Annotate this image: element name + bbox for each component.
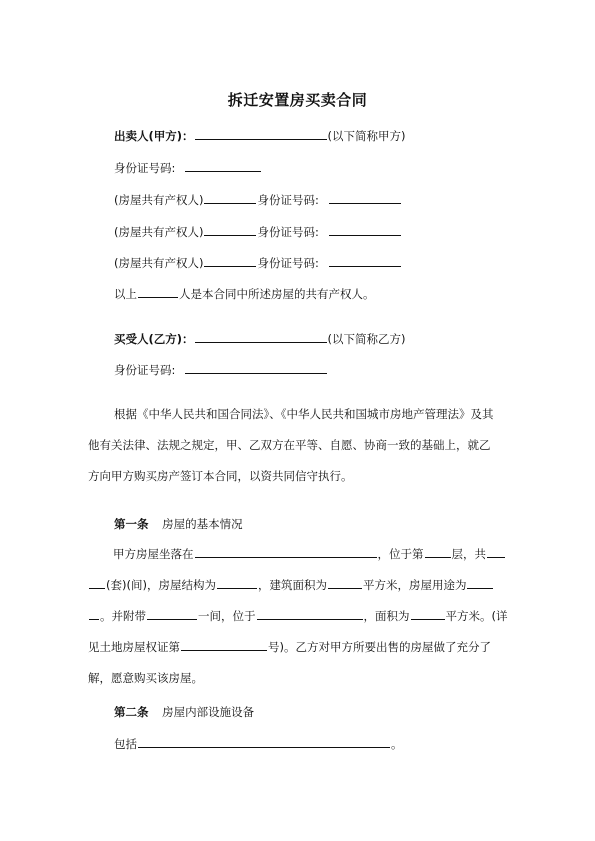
a2-text: 包括 bbox=[114, 737, 137, 751]
coowner-line bbox=[114, 223, 402, 240]
coowner-label: (房屋共有产权人) bbox=[114, 225, 204, 239]
a1-text: 见土地房屋权证第 bbox=[88, 640, 180, 654]
a1-text: (套)(间)，房屋结构为 bbox=[106, 578, 216, 592]
buyer-label: 买受人(乙方)： bbox=[114, 332, 194, 346]
area-blank[interactable] bbox=[328, 578, 362, 589]
a1-text: 。并附带 bbox=[100, 609, 146, 623]
article1-title: 房屋的基本情况 bbox=[162, 517, 243, 531]
seller-id-blank[interactable] bbox=[185, 159, 261, 172]
coowner-id-blank[interactable] bbox=[329, 223, 401, 236]
buyer-id-line bbox=[114, 361, 328, 378]
article1-body bbox=[88, 539, 508, 694]
a1-text: 甲方房屋坐落在 bbox=[113, 547, 194, 561]
article2-title: 房屋内部设施设备 bbox=[162, 705, 255, 719]
preamble-line-2: 他有关法律、法规之规定，甲、乙双方在平等、自愿、协商一致的基础上，就乙 bbox=[88, 438, 491, 452]
coowner-line bbox=[114, 191, 402, 208]
coowner-id-label: 身份证号码: bbox=[257, 193, 319, 207]
preamble-line-1: 根据《中华人民共和国合同法》、《中华人民共和国城市房地产管理法》及其 bbox=[114, 407, 494, 421]
buyer-name-blank[interactable] bbox=[195, 330, 327, 343]
a1-text: ，位于第 bbox=[377, 547, 424, 561]
article2-heading bbox=[114, 704, 254, 720]
article1-heading bbox=[114, 516, 243, 532]
facilities-blank[interactable] bbox=[138, 735, 390, 748]
coowner-name-blank[interactable] bbox=[204, 254, 256, 267]
coowner-line bbox=[114, 254, 402, 271]
coowner-name-blank[interactable] bbox=[204, 223, 256, 236]
coowner-summary bbox=[114, 285, 375, 302]
a1-text: ，面积为 bbox=[363, 609, 410, 623]
attached-area-blank[interactable] bbox=[411, 609, 445, 620]
floor-blank[interactable] bbox=[425, 547, 451, 558]
coowner-count-blank[interactable] bbox=[138, 285, 178, 298]
location-blank[interactable] bbox=[195, 547, 377, 558]
buyer-id-blank[interactable] bbox=[185, 361, 327, 374]
a1-text: 层，共 bbox=[451, 547, 486, 561]
a1-text: 号)。乙方对甲方所要出售的房屋做了充分了 bbox=[268, 640, 491, 654]
seller-note: (以下简称甲方) bbox=[327, 129, 406, 143]
coowner-id-blank[interactable] bbox=[329, 191, 401, 204]
document-title: 拆迁安置房买卖合同 bbox=[227, 91, 368, 109]
a1-text: 一间，位于 bbox=[198, 609, 256, 623]
total-floors-blank-a[interactable] bbox=[487, 547, 505, 558]
a1-text: 平方米。(详 bbox=[445, 609, 508, 623]
buyer-note: (以下简称乙方) bbox=[327, 332, 406, 346]
article1-number: 第一条 bbox=[114, 517, 149, 531]
a2-text: 。 bbox=[391, 737, 403, 751]
preamble-line-3: 方向甲方购买房产签订本合同，以资共同信守执行。 bbox=[88, 469, 353, 483]
summary-pre: 以上 bbox=[114, 287, 137, 301]
coowner-id-label: 身份证号码: bbox=[257, 256, 319, 270]
article2-body bbox=[114, 735, 403, 752]
seller-id-line bbox=[114, 159, 262, 176]
a1-text: 平方米，房屋用途为 bbox=[362, 578, 467, 592]
buyer-line bbox=[114, 330, 406, 347]
total-floors-blank-b[interactable] bbox=[89, 578, 105, 589]
structure-blank[interactable] bbox=[217, 578, 257, 589]
coowner-name-blank[interactable] bbox=[204, 191, 256, 204]
coowner-label: (房屋共有产权人) bbox=[114, 256, 204, 270]
buyer-id-label: 身份证号码: bbox=[114, 363, 176, 377]
usage-blank-b[interactable] bbox=[89, 609, 99, 620]
coowner-id-label: 身份证号码: bbox=[257, 225, 319, 239]
article2-number: 第二条 bbox=[114, 705, 149, 719]
summary-post: 人是本合同中所述房屋的共有产权人。 bbox=[179, 287, 375, 301]
certificate-blank[interactable] bbox=[181, 640, 267, 651]
attached-blank[interactable] bbox=[147, 609, 197, 620]
a1-text: ，建筑面积为 bbox=[257, 578, 327, 592]
seller-id-label: 身份证号码: bbox=[114, 161, 176, 175]
seller-name-blank[interactable] bbox=[195, 127, 327, 140]
seller-label: 出卖人(甲方)： bbox=[114, 129, 194, 143]
attached-location-blank[interactable] bbox=[257, 609, 363, 620]
coowner-label: (房屋共有产权人) bbox=[114, 193, 204, 207]
a1-text: 解，愿意购买该房屋。 bbox=[88, 671, 203, 685]
coowner-id-blank[interactable] bbox=[329, 254, 401, 267]
usage-blank-a[interactable] bbox=[467, 578, 493, 589]
seller-line bbox=[114, 127, 406, 144]
